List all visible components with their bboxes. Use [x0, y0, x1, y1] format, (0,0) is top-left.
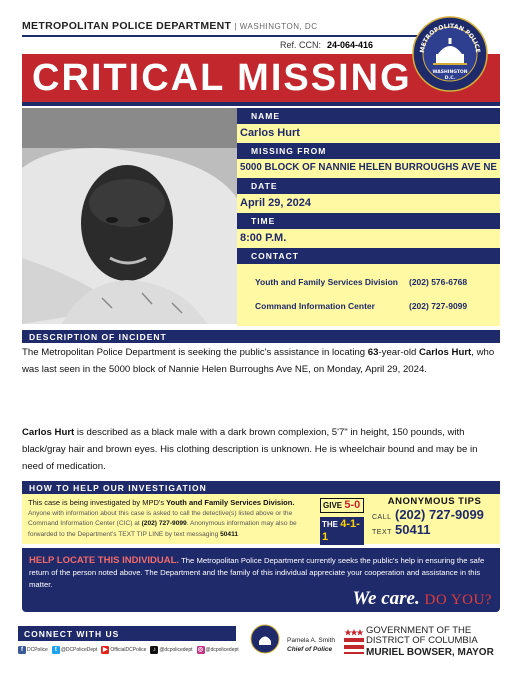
contact-row — [255, 270, 500, 294]
reference-ccn — [280, 40, 373, 50]
contact-name: Command Information Center — [255, 301, 375, 311]
investigation-box — [22, 494, 500, 544]
instagram-icon[interactable]: ◎ — [197, 647, 204, 653]
person-name: Carlos Hurt — [237, 124, 500, 143]
seal-bottom-text: WASHINGTON — [432, 70, 468, 75]
contact-label: CONTACT — [237, 248, 500, 264]
name-label: NAME — [237, 108, 500, 124]
ref-value: 24-064-416 — [327, 40, 374, 50]
department-header — [22, 20, 317, 32]
seal-dc-text: D.C. — [444, 76, 456, 81]
we-care-slogan: We care. DO YOU? — [352, 588, 492, 609]
anonymous-tips-title: ANONYMOUS TIPS — [387, 496, 482, 507]
ref-label: Ref. CCN: — [280, 40, 322, 50]
mpd-seal-icon — [412, 16, 488, 92]
investigation-heading: HOW TO HELP OUR INVESTIGATION — [22, 481, 500, 494]
mpd-badge-icon — [250, 624, 280, 654]
person-info-panel — [237, 108, 500, 326]
tip-text-number[interactable]: 50411 — [395, 522, 431, 537]
mayor-name: MURIEL BOWSER, MAYOR — [366, 647, 494, 658]
department-name: METROPOLITAN POLICE DEPARTMENT — [22, 20, 232, 32]
tiktok-icon[interactable]: ♪ — [150, 646, 158, 654]
time-value: 8:00 P.M. — [237, 229, 500, 248]
missing-from-label: MISSING FROM — [237, 143, 500, 159]
help-locate-box — [22, 548, 500, 612]
investigation-text: This case is being investigated by MPD's Youth and Family Services Division. Anyone with information about this case is asked to call the detective(s) listed above or the Command Information Center (CIC) at (202) 727-9099. Anonymous information may also be forwarded to the Department's TEXT TIP LINE by text messaging 50411 — [28, 498, 297, 538]
tip-call-row: CALL (202) 727-9099 — [372, 507, 484, 522]
time-label: TIME — [237, 213, 500, 229]
dc-government-block — [366, 626, 506, 659]
date-value: April 29, 2024 — [237, 194, 500, 213]
chief-role: Chief of Police — [287, 646, 333, 653]
youtube-icon[interactable]: ▶ — [103, 647, 108, 653]
incident-heading: DESCRIPTION OF INCIDENT — [22, 330, 500, 343]
facebook-icon[interactable]: f — [18, 646, 26, 654]
contact-name: Youth and Family Services Division — [255, 277, 398, 287]
help-text: HELP LOCATE THIS INDIVIDUAL. The Metropolitan Police Department currently seeks the public's help in ensuring the safe return of the person noted above. The Department and the family of this individual appreciate your cooperation and assistance in this matter. — [29, 555, 485, 589]
tip-text-row: TEXT 50411 — [372, 522, 431, 537]
missing-person-photo — [22, 108, 237, 324]
chief-name: Pamela A. Smith — [287, 637, 336, 644]
contact-phone[interactable]: (202) 727-9099 — [409, 301, 468, 311]
gov-line-2: DISTRICT OF COLUMBIA — [366, 635, 478, 646]
contact-row — [255, 294, 500, 318]
connect-heading: CONNECT WITH US — [18, 626, 236, 641]
anonymous-tips — [372, 496, 497, 537]
give-50-logo: GIVE 5-0 THE 4-1-1 — [320, 498, 364, 545]
banner-title: CRITICAL MISSING — [32, 57, 412, 99]
date-label: DATE — [237, 178, 500, 194]
missing-from-value: 5000 BLOCK OF NANNIE HELEN BURROUGHS AVE NE — [237, 159, 500, 178]
contact-list — [237, 264, 500, 326]
contact-phone[interactable]: (202) 576-6768 — [409, 277, 468, 287]
tip-call-number[interactable]: (202) 727-9099 — [395, 507, 484, 522]
gov-line-1: GOVERNMENT OF THE — [366, 625, 472, 636]
dc-flag-icon — [344, 628, 364, 656]
incident-paragraph-2: Carlos Hurt is described as a black male with a dark brown complexion, 5'7" in height, 150 pounds, with black/gray hair and brown eyes. His clothing description is unknown. He is wheelchair bound and may be in need of medication. — [22, 427, 478, 472]
seal-top-text: METROPOLITAN POLICE — [418, 22, 482, 54]
twitter-icon[interactable]: t — [52, 646, 60, 654]
social-links: f DCPolice t @DCPoliceDept ▶ OfficialDCPolice ♪ @dcpolicedept ◎ @dcpolicedept — [18, 646, 248, 654]
department-location: | WASHINGTON, DC — [234, 22, 318, 31]
chief-block — [287, 636, 335, 654]
header-rule — [22, 35, 417, 37]
incident-paragraph-1: The Metropolitan Police Department is seeking the public's assistance in locating 63-year-old Carlos Hurt, who was last seen in the 5000 block of Nannie Helen Burroughs Ave NE, on Monday, April 29, 2024. — [22, 347, 495, 375]
